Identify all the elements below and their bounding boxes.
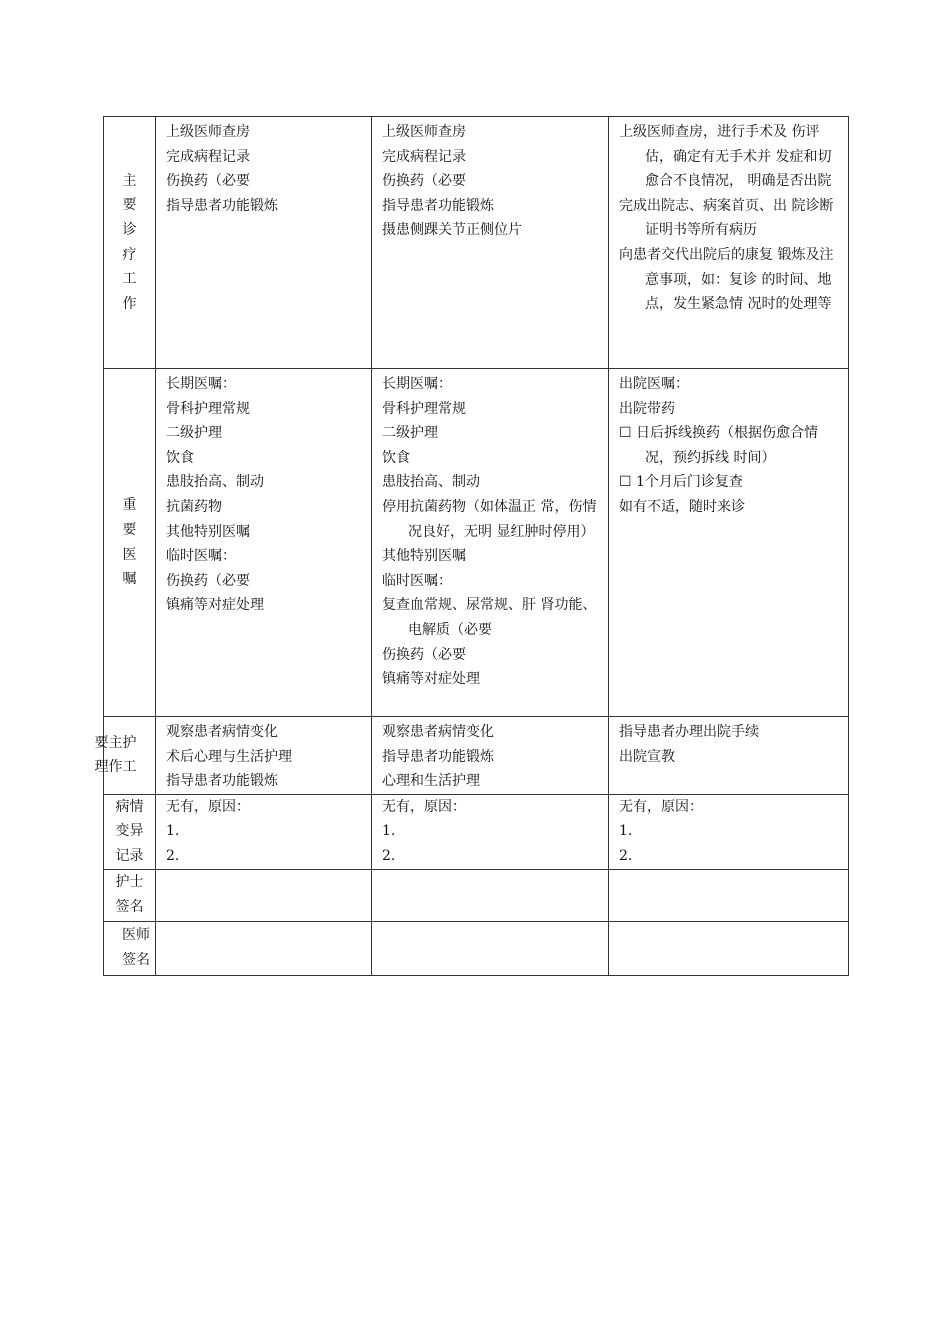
cell-line: 完成出院志、病案首页、出 院诊断证明书等所有病历 [619, 197, 834, 239]
cell-line: 饮食 [166, 449, 194, 466]
cell-line: 2. [166, 847, 180, 864]
variance-discharge [609, 794, 849, 869]
row-doctor-sign [104, 921, 849, 975]
row-orders [104, 369, 849, 717]
cell-line: 骨科护理常规 [166, 400, 250, 417]
cell-line: 其他特别医嘱 [382, 548, 466, 565]
cell-line: 临时医嘱： [382, 572, 452, 589]
cell-line: 出院宣教 [619, 748, 675, 765]
cell-line: 指导患者功能锻炼 [166, 773, 278, 790]
nursing-day2 [372, 717, 609, 795]
doctor-sign-day2[interactable] [372, 921, 609, 975]
orders-day1 [156, 369, 372, 717]
label-nursing: 要主护理作工 [104, 717, 156, 795]
cell-line: 2. [382, 847, 396, 864]
cell-line: 上级医师查房 [382, 124, 466, 140]
cell-line: 停用抗菌药物（如体温正 常，伤情况良好，无明 显红肿时停用） [382, 498, 597, 540]
doctor-sign-discharge[interactable] [609, 921, 849, 975]
nursing-day1 [156, 717, 372, 795]
label-orders: 重要医嘱 [104, 369, 156, 717]
cell-line: ☐ 1个月后门诊复查 [619, 474, 743, 491]
cell-line: 指导患者功能锻炼 [382, 197, 494, 214]
cell-line: 无有，原因： [619, 798, 703, 815]
cell-line: 二级护理 [382, 425, 438, 442]
cell-line: 患肢抬高、制动 [382, 474, 480, 491]
cell-line: 出院医嘱： [619, 376, 689, 392]
cell-line: 镇痛等对症处理 [382, 671, 480, 688]
cell-line: 观察患者病情变化 [166, 724, 278, 740]
cell-line: 2. [619, 847, 633, 864]
nurse-sign-day1[interactable] [156, 869, 372, 921]
cell-line: 术后心理与生活护理 [166, 748, 292, 765]
cell-line: 骨科护理常规 [382, 400, 466, 417]
cell-line: 指导患者功能锻炼 [166, 197, 278, 214]
cell-line: 指导患者办理出院手续 [619, 724, 759, 740]
cell-line: 完成病程记录 [166, 148, 250, 165]
cell-line: 镇痛等对症处理 [166, 597, 264, 614]
cell-line: ☐ 日后拆线换药（根据伤愈合情况，预约拆线 时间） [619, 425, 819, 466]
cell-line: 伤换药（必要 [382, 173, 466, 190]
cell-line: 1. [619, 823, 633, 840]
label-main-work: 主要诊疗工作 [104, 117, 156, 369]
cell-line: 二级护理 [166, 425, 222, 442]
cell-line: 临时医嘱： [166, 548, 236, 565]
cell-line: 指导患者功能锻炼 [382, 748, 494, 765]
main-work-day2 [372, 117, 609, 369]
cell-line: 患肢抬高、制动 [166, 474, 264, 491]
main-work-day1 [156, 117, 372, 369]
cell-line: 1. [382, 823, 396, 840]
cell-line: 出院带药 [619, 400, 675, 417]
cell-line: 完成病程记录 [382, 148, 466, 165]
main-work-discharge [609, 117, 849, 369]
cell-line: 上级医师查房，进行手术及 伤评估，确定有无手术并 发症和切愈合不良情况， 明确是否出院 [619, 124, 832, 190]
cell-line: 心理和生活护理 [382, 773, 480, 790]
label-nurse-sign: 护士签名 [104, 869, 156, 921]
cell-line: 观察患者病情变化 [382, 724, 494, 740]
cell-line: 如有不适，随时来诊 [619, 498, 745, 515]
cell-line: 摄患侧踝关节正侧位片 [382, 222, 522, 239]
label-variance: 病情变异记录 [104, 794, 156, 869]
cell-line: 长期医嘱： [166, 376, 236, 392]
cell-line: 复查血常规、尿常规、肝 肾功能、电解质（必要 [382, 597, 597, 638]
variance-day2 [372, 794, 609, 869]
doctor-sign-day1[interactable] [156, 921, 372, 975]
orders-discharge [609, 369, 849, 717]
row-main-work [104, 117, 849, 369]
row-nursing [104, 717, 849, 795]
cell-line: 饮食 [382, 449, 410, 466]
label-doctor-sign: 医师签名 [104, 921, 156, 975]
row-variance [104, 794, 849, 869]
cell-line: 伤换药（必要 [382, 646, 466, 663]
variance-day1 [156, 794, 372, 869]
orders-day2 [372, 369, 609, 717]
cell-line: 长期医嘱： [382, 376, 452, 392]
cell-line: 其他特别医嘱 [166, 523, 250, 540]
nursing-discharge [609, 717, 849, 795]
nurse-sign-day2[interactable] [372, 869, 609, 921]
cell-line: 伤换药（必要 [166, 173, 250, 190]
nurse-sign-discharge[interactable] [609, 869, 849, 921]
cell-line: 无有，原因： [166, 798, 250, 815]
cell-line: 抗菌药物 [166, 498, 222, 515]
cell-line: 上级医师查房 [166, 124, 250, 140]
cell-line: 向患者交代出院后的康复 锻炼及注意事项，如：复诊 的时间、地点，发生紧急情 况时的处理等 [619, 246, 834, 313]
row-nurse-sign [104, 869, 849, 921]
clinical-pathway-table [94, 116, 849, 976]
cell-line: 伤换药（必要 [166, 572, 250, 589]
cell-line: 1. [166, 823, 180, 840]
cell-line: 无有，原因： [382, 798, 466, 815]
